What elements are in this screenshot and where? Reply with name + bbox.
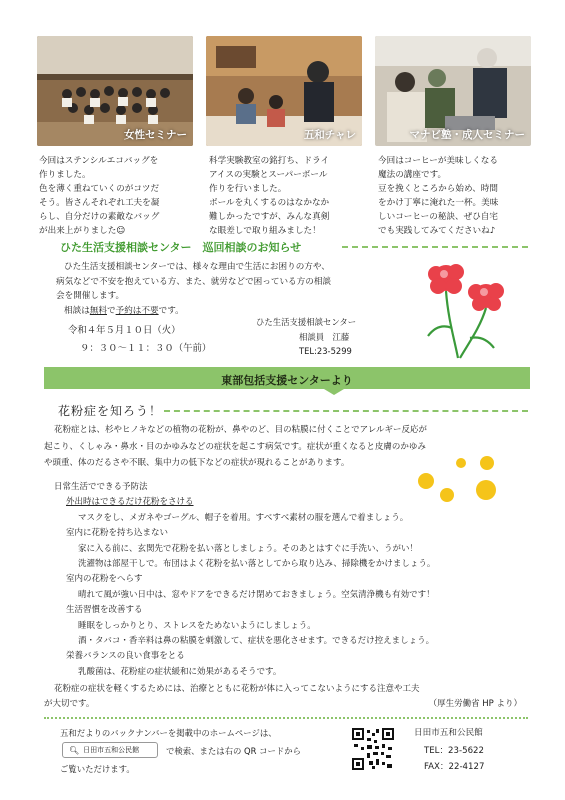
caption-gowa-challenge — [209, 154, 359, 238]
caption-line: 色を薄く重ねていくのがコツだ — [39, 184, 160, 194]
prevention-item-head: 室内の花粉をへらす — [66, 574, 143, 585]
caption-line: が出来上がりました☺ — [39, 226, 126, 236]
footer-search-box[interactable] — [62, 742, 158, 758]
prevention-item-line: 乳酸菌は、花粉症の症状緩和に効果があるそうです。 — [78, 666, 282, 677]
caption-line: 作りました。 — [39, 170, 91, 180]
consult-body — [56, 260, 416, 318]
consult-staff: 相談員 江藤 — [299, 332, 350, 342]
prevention-title: 日常生活でできる予防法 — [54, 482, 148, 492]
consult-title-divider — [342, 246, 528, 248]
photo-label: 女性セミナー — [124, 129, 187, 141]
prevention-item-line: 睡眠をしっかりとり、ストレスをためないようにしましょう。 — [78, 620, 316, 631]
pollen-dot — [480, 456, 494, 470]
caption-women-seminar — [39, 154, 189, 238]
pollen-dot — [456, 458, 466, 468]
prevention-item-line: マスクをし、メガネやゴーグル、帽子を着用。すべすべ素材の服を選んで着ましょう。 — [78, 512, 409, 523]
pollen-heading: 花粉症を知ろう！ — [58, 404, 163, 418]
caption-line: をかけ丁寧に淹れた一杯。美味 — [378, 198, 499, 208]
caption-line: 魔法の講座です。 — [378, 170, 447, 180]
caption-line: 科学実験教室の銘打ち、ドライ — [209, 156, 330, 166]
footer-tel: TEL：23-5622 — [424, 746, 484, 756]
caption-line: らし、自分だけの素敵なバッグ — [39, 212, 160, 222]
pollen-closing — [44, 682, 528, 712]
prevention-item-line: 晴れて風が強い日中は、窓やドアをできるだけ閉めておきましょう。空気清浄機も有効です！ — [78, 589, 435, 600]
caption-line: アイスの実験とスーパーボール — [209, 170, 328, 180]
caption-line: 今回はステンシルエコバッグを — [39, 156, 159, 166]
footer-line2: で検索、または右の QR コードから — [166, 746, 301, 756]
footer-search-text: 日田市五和公民館 — [83, 746, 140, 754]
footer-line1: 五和だよりのバックナンバーを掲載中のホームページは、 — [60, 728, 277, 738]
caption-line: しいコーヒーの秘訣、ぜひ自宅 — [378, 212, 498, 222]
caption-line: 作りを行いました。 — [209, 184, 287, 194]
caption-line: な眼差しで取り組みました！ — [209, 226, 321, 236]
photo-women-seminar — [37, 36, 193, 146]
consult-tel: TEL:23-5299 — [299, 346, 352, 356]
intro-line: 花粉症とは、杉やヒノキなどの植物の花粉が、鼻やのど、目の粘膜に付くことでアレルギー反応が — [54, 425, 428, 435]
closing-line — [44, 697, 528, 712]
caption-line: でも実践してみてくださいね♪ — [378, 226, 496, 236]
consult-body-line: 会を開催します。 — [56, 291, 125, 301]
closing-source: （厚生労働省 HP より） — [428, 699, 522, 709]
photo-manabi-seminar — [375, 36, 531, 146]
free-note-no-reservation: 予約は不要 — [115, 305, 159, 316]
consult-body-line: 病気などで不安を抱えている方、また、就労などで困っている方の相談 — [56, 276, 332, 287]
footer-org: 日田市五和公民館 — [414, 728, 483, 738]
footer-divider — [44, 717, 528, 719]
carnation-illustration — [414, 258, 524, 366]
consult-date: 令和４年５月１０日（火） — [68, 325, 181, 336]
consult-org: ひた生活支援相談センター — [256, 317, 357, 327]
caption-line: ボールを丸くするのはなかなか — [209, 198, 330, 208]
free-note-text: です。 — [158, 305, 184, 316]
caption-line: 今回はコーヒーが美味しくなる — [378, 156, 498, 166]
east-center-banner: 東部包括支援センターより — [221, 374, 353, 387]
consult-title: ひた生活支援相談センター 巡回相談のお知らせ — [60, 241, 302, 254]
photo-label: 五和チャレ — [303, 129, 356, 141]
prevention-item-head: 生活習慣を改善する — [66, 605, 143, 616]
closing-text: が大切です。 — [44, 699, 95, 709]
prevention-item-line: 家に入る前に、玄関先で花粉を払い落としましょう。そのあとはすぐに手洗い、うがい！ — [78, 543, 419, 554]
consult-free-note — [56, 304, 416, 319]
consult-time: ９：３０～１１：３０（午前） — [80, 343, 212, 354]
caption-manabi-seminar — [378, 154, 528, 238]
caption-line: 豆を挽くところから始め、時間 — [378, 184, 498, 194]
prevention-item-head: 外出時はできるだけ花粉をさける — [66, 497, 194, 508]
pollen-heading-divider — [164, 410, 528, 412]
intro-line: や頭重、体のだるさや不眠、集中力の低下などの症状が現れることがあります。 — [44, 458, 350, 468]
consult-body-line: ひた生活支援相談センターでは、様々な理由で生活にお困りの方や、 — [64, 262, 330, 272]
prevention-item-head: 栄養バランスの良い食事をとる — [66, 651, 185, 662]
free-note-text: 相談は — [64, 305, 90, 316]
prevention-item-line: 酒・タバコ・香辛料は鼻の粘膜を刺激して、症状を悪化させます。できるだけ控えましょう。 — [78, 636, 435, 647]
free-note-free: 無料 — [89, 305, 107, 316]
photo-label: マナビ塾・成人セミナー — [409, 129, 525, 141]
caption-line: 難しかったですが、みんな真剣 — [209, 212, 330, 222]
prevention-item-head: 室内に花粉を持ち込まない — [66, 528, 169, 539]
closing-line: 花粉症の症状を軽くするためには、治療とともに花粉が体に入ってこないようにする注意や工夫 — [54, 684, 420, 694]
prevention-item-line: 洗濯物は部屋干しで。布団はよく花粉を払い落としてから取り込み、掃除機をかけましょう。 — [78, 559, 436, 570]
qr-code[interactable] — [352, 728, 394, 770]
footer-fax: FAX：22-4127 — [424, 762, 485, 772]
prevention-section — [54, 480, 524, 680]
free-note-text: で — [107, 305, 116, 316]
search-icon: 🔍︎ — [69, 745, 80, 755]
photo-gowa-challenge — [206, 36, 362, 146]
caption-line: そう。皆さんそれぞれ工夫を凝 — [39, 198, 160, 208]
footer-line3: ご覧いただけます。 — [60, 764, 135, 774]
intro-line: 起こり、くしゃみ・鼻水・目のかゆみなどの症状を起こす病気です。症状が重くなると皮膚のかゆみ — [44, 441, 426, 452]
